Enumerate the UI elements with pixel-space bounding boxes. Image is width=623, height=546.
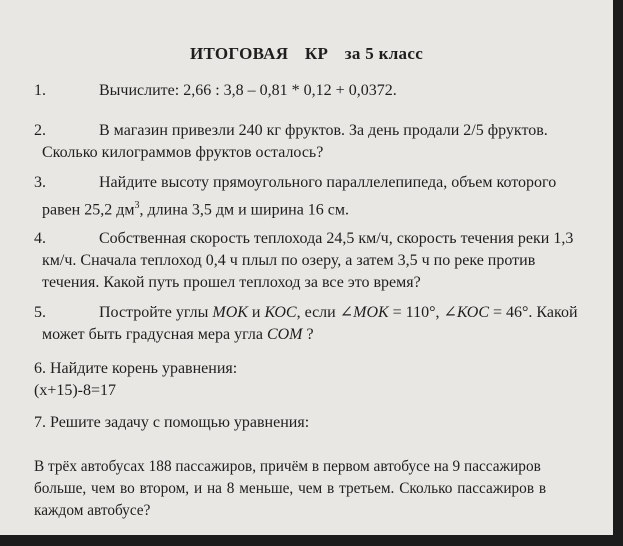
equation: (x+15)-8=17 <box>34 382 117 399</box>
title-kr: КР <box>304 44 329 63</box>
task-7-body-line2: больше, чем во втором, и на 8 меньше, чем в третьем. Сколько пассажиров в <box>34 480 547 497</box>
task-text: Вычислите: 2,66 : 3,8 – 0,81 * 0,12 + 0,0372. <box>99 82 397 99</box>
task-text-line2: Сколько килограммов фруктов осталось? <box>42 144 324 161</box>
task-number: 1. <box>34 82 46 99</box>
task-text: 7. Решите задачу с помощью уравнения: <box>34 414 310 431</box>
title-class: за 5 класс <box>344 44 424 63</box>
task-number: 3. <box>34 174 46 191</box>
task-text: Найдите высоту прямоугольного параллелепипеда, объем которого <box>99 174 557 191</box>
task-7-body-line3: каждом автобусе? <box>34 502 151 519</box>
task-text: В магазин привезли 240 кг фруктов. За день продали 2/5 фруктов. <box>99 122 548 139</box>
task-number: 5. <box>34 304 46 321</box>
task-text-line2: может быть градусная мера угла СОМ ? <box>42 326 314 343</box>
task-text-line2: равен 25,2 $дм^3$, длина 3,5 дм и ширина 16 см. <box>42 200 350 219</box>
task-number: 2. <box>34 122 46 139</box>
title-main: ИТОГОВАЯ <box>189 44 289 63</box>
task-number: 6. <box>34 360 46 377</box>
task-text-line3: течения. Какой путь прошел теплоход за все это время? <box>42 274 421 291</box>
task-number: 4. <box>34 230 46 247</box>
task-number: 7. <box>34 414 46 431</box>
task-text-line2: км/ч. Сначала теплоход 0,4 ч плыл по озеру, а затем 3,5 ч по реке против <box>42 252 536 269</box>
task-text: 6. Найдите корень уравнения: <box>34 360 238 377</box>
page-title <box>0 44 613 64</box>
task-text: Постройте углы МОК и КОС, если ∠МОК = 110°, ∠КОС = 46°. Какой <box>99 304 578 321</box>
task-7-body-line1: В трёх автобусах 188 пассажиров, причём в первом автобусе на 9 пассажиров <box>34 458 541 475</box>
task-text: Собственная скорость теплохода 24,5 км/ч, скорость течения реки 1,3 <box>99 230 574 247</box>
